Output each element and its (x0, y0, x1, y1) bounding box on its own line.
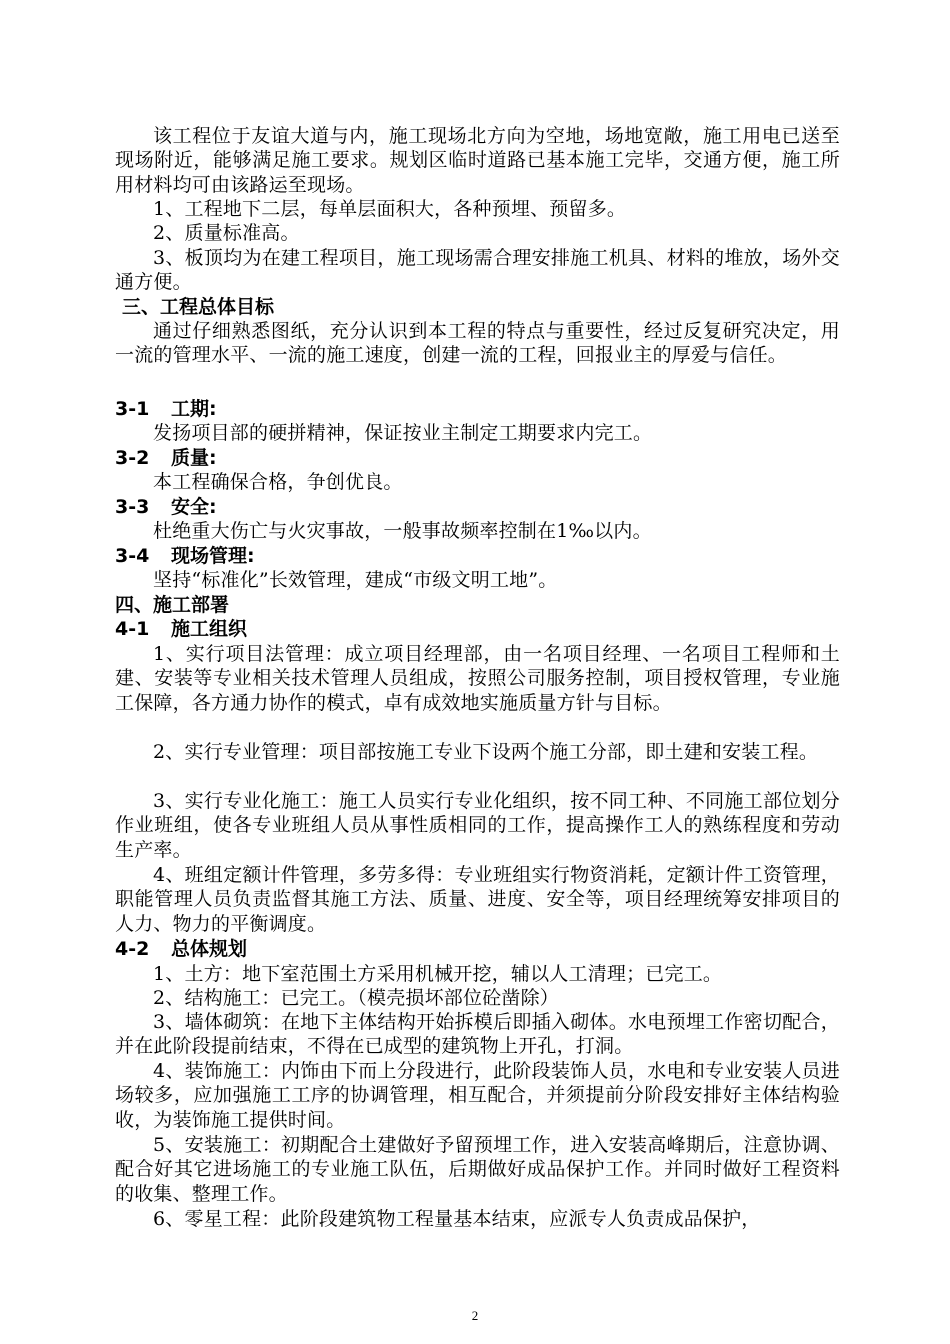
paragraph-4-1-4: 4、班组定额计件管理，多劳多得：专业班组实行物资消耗，定额计件工资管理，职能管理人员负责监督其施工方法、质量、进度、安全等，项目经理统筹安排项目的人力、物力的平衡调度。 (115, 864, 840, 935)
subheading-number: 4-1 (115, 618, 150, 640)
subheading-3-3 (115, 495, 840, 519)
paragraph-3-1: 发扬项目部的硬拼精神，保证按业主制定工期要求内完工。 (153, 422, 653, 444)
feature-item-3: 3、板顶均为在建工程项目，施工现场需合理安排施工机具、材料的堆放，场外交通方便。 (115, 247, 840, 294)
paragraph-4-1-3: 3、实行专业化施工：施工人员实行专业化组织，按不同工种、不同施工部位划分作业班组，使各专业班组人员从事性质相同的工作，提高操作工人的熟练程度和劳动生产率。 (115, 790, 840, 861)
feature-item-2: 2、质量标准高。 (153, 222, 300, 244)
paragraph-4-1-1: 1、实行项目法管理：成立项目经理部，由一名项目经理、一名项目工程师和土建、安装等专业相关技术管理人员组成，按照公司服务控制，项目授权管理，专业施工保障，各方通力协作的模式，卓有成效地实施质量方针与目标。 (115, 643, 840, 714)
subheading-title: 总体规划 (171, 938, 248, 960)
subheading-number: 3-2 (115, 447, 150, 469)
section-3-heading: 三、工程总体目标 (122, 296, 275, 318)
goal-paragraph: 通过仔细熟悉图纸，充分认识到本工程的特点与重要性，经过反复研究决定，用一流的管理水平、一流的施工速度，创建一流的工程，回报业主的厚爱与信任。 (115, 320, 840, 367)
subheading-4-1 (115, 617, 840, 641)
subheading-number: 3-3 (115, 496, 150, 518)
subheading-3-2 (115, 446, 840, 470)
page-number: 2 (471, 1308, 479, 1323)
paragraph-4-1-2: 2、实行专业管理：项目部按施工专业下设两个施工分部，即土建和安装工程。 (153, 741, 819, 763)
paragraph-3-2: 本工程确保合格，争创优良。 (153, 471, 403, 493)
subheading-title: 安全: (171, 496, 217, 518)
subheading-title: 质量: (171, 447, 217, 469)
feature-item-1: 1、工程地下二层，每单层面积大，各种预埋、预留多。 (153, 198, 627, 220)
subheading-3-4 (115, 544, 840, 568)
paragraph-4-2-5: 5、安装施工：初期配合土建做好予留预埋工作，进入安装高峰期后，注意协调、配合好其它进场施工的专业施工队伍，后期做好成品保护工作。并同时做好工程资料的收集、整理工作。 (115, 1134, 840, 1205)
subheading-title: 工期: (171, 398, 217, 420)
subheading-number: 3-1 (115, 398, 150, 420)
subheading-number: 3-4 (115, 545, 150, 567)
subheading-3-1 (115, 397, 840, 421)
intro-paragraph: 该工程位于友谊大道与内，施工现场北方向为空地，场地宽敞，施工用电已送至现场附近，能够满足施工要求。规划区临时道路已基本施工完毕，交通方便，施工所用材料均可由该路运至现场。 (115, 125, 840, 196)
paragraph-4-2-2: 2、结构施工：已完工。（模壳损坏部位砼凿除） (153, 987, 559, 1009)
paragraph-3-3: 杜绝重大伤亡与火灾事故，一般事故频率控制在1‰以内。 (153, 520, 652, 542)
subheading-number: 4-2 (115, 938, 150, 960)
subheading-4-2 (115, 937, 840, 961)
paragraph-3-4: 坚持“标准化”长效管理，建成“市级文明工地”。 (153, 569, 558, 591)
paragraph-4-2-1: 1、土方：地下室范围土方采用机械开挖，辅以人工清理；已完工。 (153, 963, 723, 985)
subheading-title: 施工组织 (171, 618, 248, 640)
subheading-title: 现场管理: (171, 545, 255, 567)
paragraph-4-2-3: 3、墙体砌筑：在地下主体结构开始拆模后即插入砌体。水电预埋工作密切配合，并在此阶段提前结束，不得在已成型的建筑物上开孔，打洞。 (115, 1011, 840, 1058)
paragraph-4-2-4: 4、装饰施工：内饰由下而上分段进行，此阶段装饰人员，水电和专业安装人员进场较多，应加强施工工序的协调管理，相互配合，并须提前分阶段安排好主体结构验收，为装饰施工提供时间。 (115, 1060, 840, 1131)
paragraph-4-2-6: 6、零星工程：此阶段建筑物工程量基本结束，应派专人负责成品保护， (153, 1208, 761, 1230)
section-4-heading: 四、施工部署 (115, 594, 230, 616)
